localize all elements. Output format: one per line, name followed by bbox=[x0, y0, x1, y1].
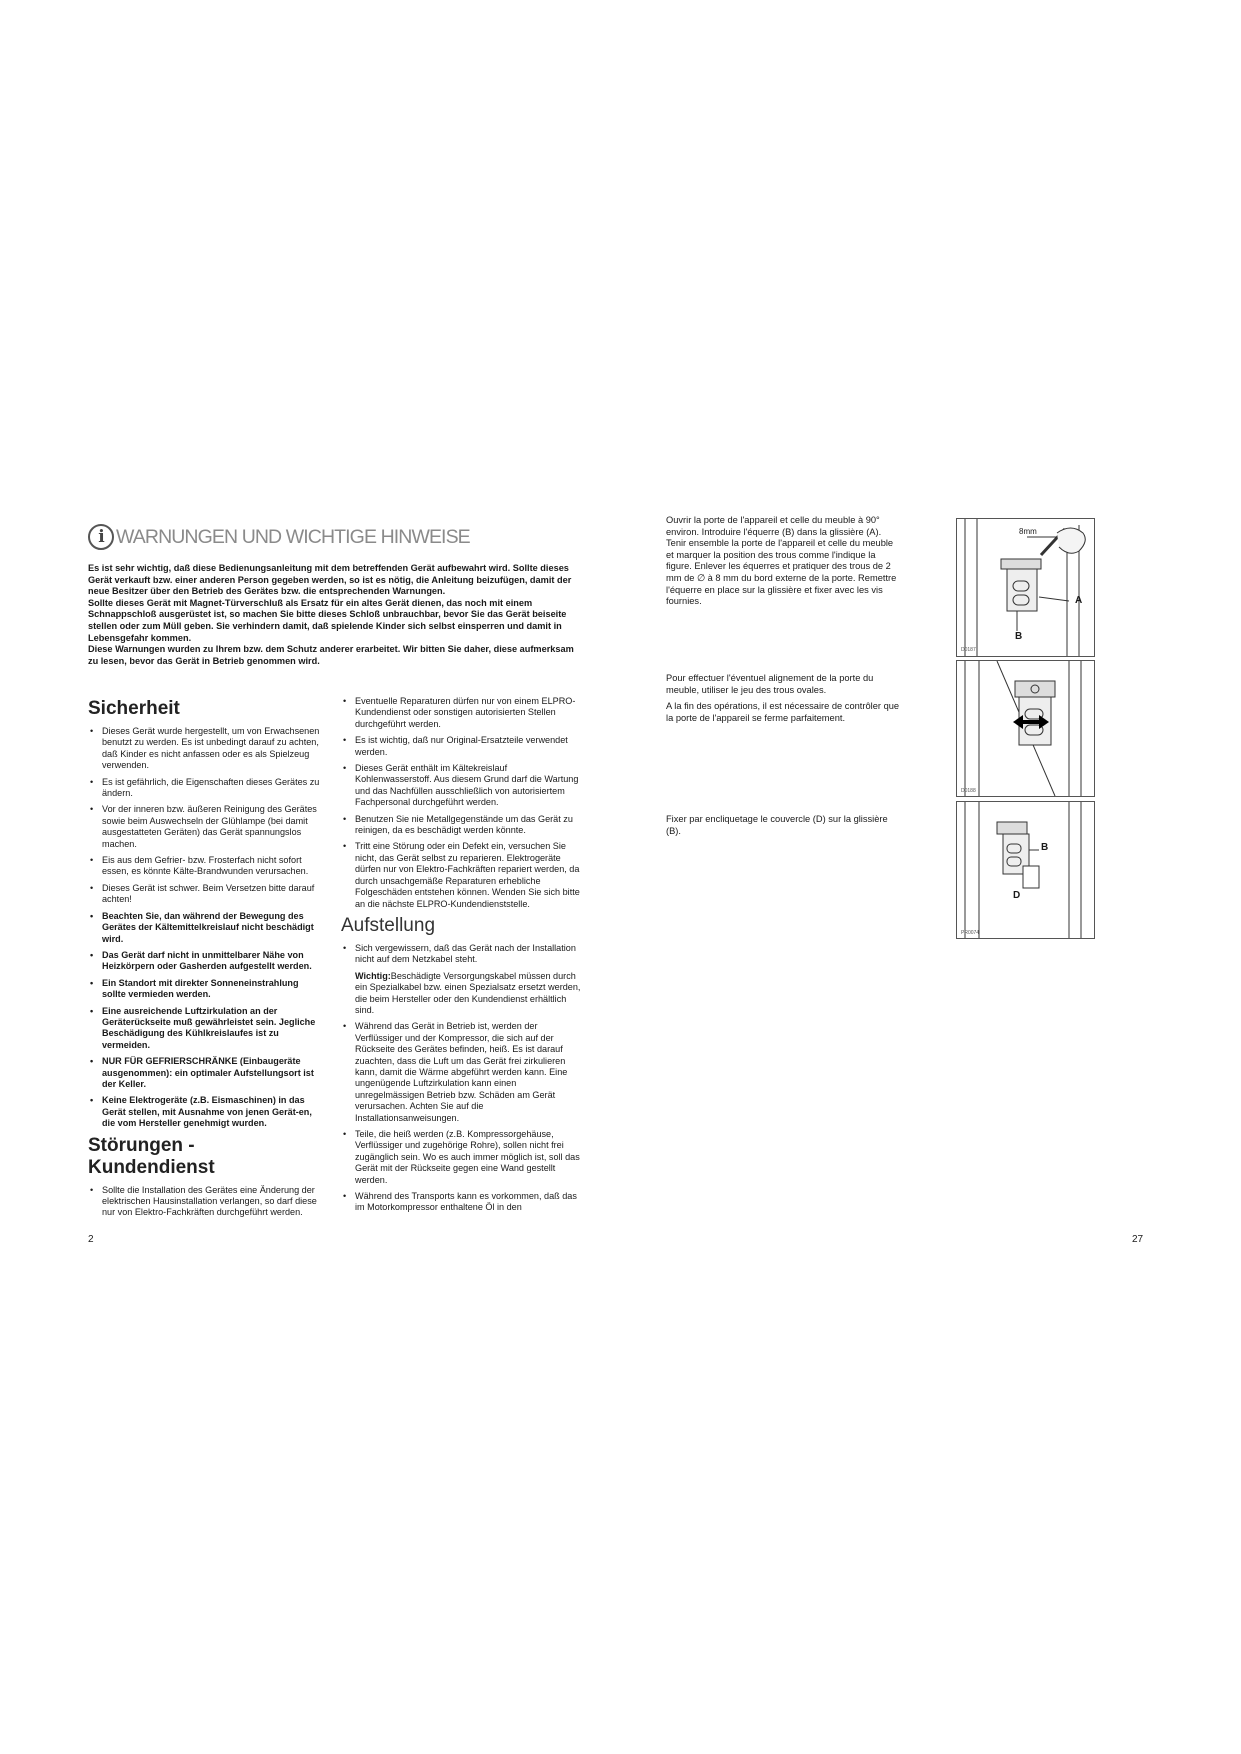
instruction-text: A la fin des opérations, il est nécessaire de contrôler que la porte de l'appareil se ferme parfaitement. bbox=[666, 701, 900, 723]
list-item: • Während das Gerät in Betrieb ist, werden der Verflüssiger und der Kompressor, die sich auf der Rückseite des Gerätes befinden, heiß. Es ist darauf zuachten, dass die Luft um das Gerät frei zirkulieren kann, damit die Wärme abgeführt werden kann. Eine ungenügende Luftzirkulation kann einen unregelmässigen Betrieb bzw. Schäden am Gerät verursachen. Achten Sie auf die Installationsanweisungen. bbox=[341, 1021, 581, 1124]
list-item: • Beachten Sie, dan während der Bewegung des Gerätes der Kältemittelkreislauf nicht beschädigt wird. bbox=[88, 911, 320, 945]
label-b: B bbox=[1015, 631, 1023, 642]
list-item: • Eis aus dem Gefrier- bzw. Frosterfach nicht sofort essen, es könnte Kälte-Brandwunden verursachen. bbox=[88, 855, 320, 878]
list-item: • NUR FÜR GEFRIERSCHRÄNKE (Einbaugeräte ausgenommen): ein optimaler Aufstellungsort ist der Keller. bbox=[88, 1056, 320, 1090]
list-item: • Eventuelle Reparaturen dürfen nur von einem ELPRO-Kundendienst oder sonstigen autorisierten Stellen durchgeführt werden. bbox=[341, 696, 581, 730]
list-item: • Teile, die heiß werden (z.B. Kompressorgehäuse, Verflüssiger und zugehörige Rohre), sollen nicht frei zugänglich sein. Wo es auch immer möglich ist, soll das Gerät mit der Rückseite gegen eine Wand gestellt werden. bbox=[341, 1129, 581, 1186]
instruction-block-1 bbox=[666, 515, 901, 613]
heading-stoerungen: Störungen - Kundendienst bbox=[88, 1134, 215, 1178]
instruction-text: Ouvrir la porte de l'appareil et celle du meuble à 90° environ. Introduire l'équerre (B) dans la glissière (A). Tenir ensemble la porte de l'appareil et celle du meuble et marquer la position des trous comme l'indique la figure. Enlever les équerres et pratiquer des trous de 2 mm de ∅ à 8 mm du bord externe de la porte. Remettre l'équerre en place sur la glissière et fixer avec les vis fournies. bbox=[666, 515, 897, 607]
figure-cover-clip bbox=[956, 801, 1095, 939]
note-label: Wichtig: bbox=[355, 970, 391, 981]
cover-drawing bbox=[957, 802, 1094, 938]
list-item: • Vor der inneren bzw. äußeren Reinigung des Gerätes sowie beim Auswechseln der Glühlampe (bei damit ausgestatteten Geräten) das Gerät spannungslos machen. bbox=[88, 804, 320, 850]
label-d: D bbox=[1013, 890, 1021, 901]
list-item: • Eine ausreichende Luftzirkulation an der Geräterückseite muß gewährleistet sein. Jegliche Beschädigung des Kühlkreislaufes ist zu vermeiden. bbox=[88, 1006, 320, 1052]
list-item: • Dieses Gerät wurde hergestellt, um von Erwachsenen benutzt zu werden. Es ist unbedingt darauf zu achten, daß Kinder es nicht anfassen oder es als Spielzeug verwenden. bbox=[88, 726, 320, 772]
label-b: B bbox=[1041, 842, 1049, 853]
dimension-label: 8mm bbox=[1019, 527, 1037, 536]
page-number-right: 27 bbox=[1132, 1234, 1144, 1245]
list-item: • Während des Transports kann es vorkommen, daß das im Motorkompressor enthaltene Öl in den bbox=[341, 1191, 581, 1214]
figure-mounting-bracket bbox=[956, 518, 1095, 657]
stoerungen-list bbox=[88, 1185, 320, 1219]
aufstellung-list bbox=[341, 943, 581, 966]
left-column bbox=[88, 698, 320, 1224]
figure-code: D0187 bbox=[961, 647, 976, 653]
intro-paragraph: Diese Warnungen wurden zu Ihrem bzw. dem Schutz anderer erarbeitet. Wir bitten Sie daher, diese aufmerksam zu lesen, bevor das Gerät in Betrieb genommen wird. bbox=[88, 644, 574, 666]
page-number-left: 2 bbox=[88, 1234, 94, 1245]
note-text: Beschädigte Versorgungskabel müssen durch ein Spezialkabel bzw. einen Spezialsatz ersetzt werden, die beim Hersteller oder den Kundendienst erhältlich sind. bbox=[355, 970, 581, 1015]
intro-paragraph: Es ist sehr wichtig, daß diese Bedienungsanleitung mit dem betreffenden Gerät aufbewahrt wird. Sollte dieses Gerät verkauft bzw. einer anderen Person gegeben werden, so ist es nötig, die Anleitung beizufügen, damit der neue Besitzer über den Betrieb des Gerätes bzw. die entsprechenden Warnungen. bbox=[88, 563, 572, 597]
list-item: • Das Gerät darf nicht in unmittelbarer Nähe von Heizkörpern oder Gasherden aufgestellt werden. bbox=[88, 950, 320, 973]
repair-list bbox=[341, 696, 581, 910]
instruction-block-2 bbox=[666, 673, 901, 729]
figure-code: PR0074 bbox=[961, 930, 980, 936]
list-item: • Es ist gefährlich, die Eigenschaften dieses Gerätes zu ändern. bbox=[88, 777, 320, 800]
instruction-block-3 bbox=[666, 814, 901, 842]
heading-aufstellung: Aufstellung bbox=[341, 914, 436, 936]
sicherheit-list bbox=[88, 726, 320, 1130]
aufstellung-list-2 bbox=[341, 1021, 581, 1214]
list-item: • Tritt eine Störung oder ein Defekt ein, versuchen Sie nicht, das Gerät selbst zu reparieren. Elektrogeräte dürfen nur von Elektro-Fachkräften repariert werden, da durch unsachgemäße Reparaturen erhebliche Folgeschäden entstehen können. Wenden Sie sich bitte an die nächste ELPRO-Kundendienststelle. bbox=[341, 841, 581, 909]
section-title-warnings bbox=[88, 524, 470, 550]
list-item: • Es ist wichtig, daß nur Original-Ersatzteile verwendet werden. bbox=[341, 735, 581, 758]
alignment-drawing bbox=[957, 661, 1094, 796]
list-item: • Sollte die Installation des Gerätes eine Änderung der elektrischen Hausinstallation verlangen, so darf diese nur von Elektro-Fachkräften durchgeführt werden. bbox=[88, 1185, 320, 1219]
heading-sicherheit: Sicherheit bbox=[88, 698, 180, 719]
list-item: • Ein Standort mit direkter Sonneneinstrahlung sollte vermieden werden. bbox=[88, 978, 320, 1001]
intro-text bbox=[88, 563, 583, 667]
list-item: • Keine Elektrogeräte (z.B. Eismaschinen) in das Gerät stellen, mit Ausnahme von jenen Gerät-en, die vom Hersteller genehmigt wurden. bbox=[88, 1095, 320, 1129]
important-note bbox=[341, 971, 581, 1017]
list-item: • Sich vergewissern, daß das Gerät nach der Installation nicht auf dem Netzkabel steht. bbox=[341, 943, 581, 966]
instruction-text: Pour effectuer l'éventuel alignement de la porte du meuble, utiliser le jeu des trous ovales. bbox=[666, 673, 874, 695]
intro-paragraph: Sollte dieses Gerät mit Magnet-Türverschluß als Ersatz für ein altes Gerät dienen, das noch mit einem Schnappschloß ausgerüstet ist, so machen Sie bitte dieses Schloß unbrauchbar, bevor Sie das Gerät beiseite stellen oder zum Müll geben. Sie verhindern damit, daß spielende Kinder sich selbst einsperren und damit in Lebensgefahr kommen. bbox=[88, 597, 567, 643]
info-icon: i bbox=[88, 524, 114, 550]
figure-code: D0188 bbox=[961, 788, 976, 794]
instruction-text: Fixer par encliquetage le couvercle (D) sur la glissière (B). bbox=[666, 814, 888, 836]
middle-column bbox=[341, 696, 581, 1219]
bracket-drawing bbox=[957, 519, 1094, 656]
figure-door-alignment bbox=[956, 660, 1095, 797]
list-item: • Benutzen Sie nie Metallgegenstände um das Gerät zu reinigen, da es beschädigt werden könnte. bbox=[341, 814, 581, 837]
label-a: A bbox=[1075, 595, 1083, 606]
list-item: • Dieses Gerät enthält im Kältekreislauf Kohlenwasserstoff. Aus diesem Grund darf die Wartung und das Nachfüllen ausschließlich von autorisiertem Fachpersonal durchgeführt werden. bbox=[341, 763, 581, 809]
list-item: • Dieses Gerät ist schwer. Beim Versetzen bitte darauf achten! bbox=[88, 883, 320, 906]
warnings-title-text: WARNUNGEN UND WICHTIGE HINWEISE bbox=[116, 525, 470, 548]
